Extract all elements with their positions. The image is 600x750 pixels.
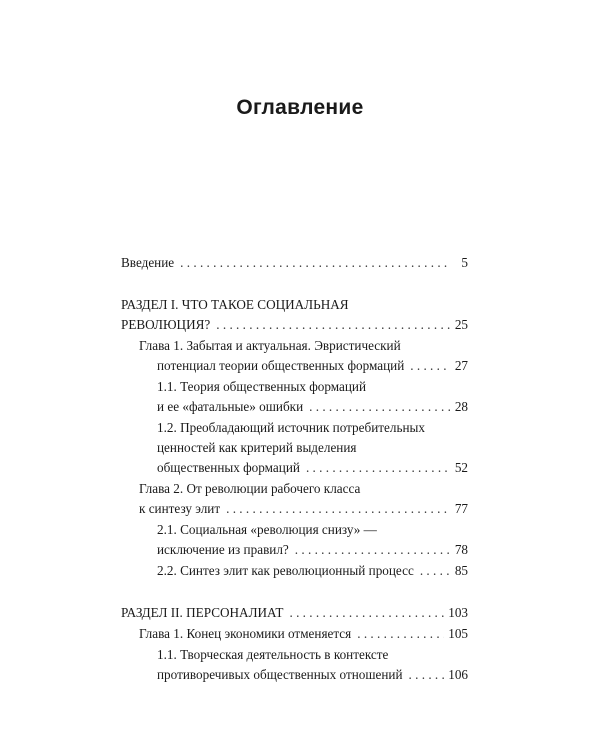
toc-entry-text: РАЗДЕЛ II. ПЕРСОНАЛИАТ [121,605,284,620]
toc-entry-text: исключение из правил? [157,542,289,557]
toc-entry-section-1[interactable] [121,295,468,335]
dot-leader [306,458,450,478]
page-title: Оглавление [236,96,364,119]
toc-entry-text: 1.1. Теория общественных формаций [157,379,367,394]
toc-page-number: 52 [454,460,468,475]
toc-entry-text: потенциал теории общественных формаций [157,358,405,373]
dot-leader [420,561,450,581]
dot-leader [295,540,450,560]
table-of-contents [121,250,468,685]
toc-page-number: 105 [448,626,468,641]
toc-entry-text: РАЗДЕЛ I. ЧТО ТАКОЕ СОЦИАЛЬНАЯ [121,297,349,312]
toc-entry-text: и ее «фатальные» ошибки [157,399,304,414]
toc-entry-text: 1.2. Преобладающий источник потребительных [157,420,425,435]
dot-leader [289,603,444,623]
toc-entry-text: Глава 2. От революции рабочего класса [139,481,361,496]
toc-page-number: 77 [454,501,468,516]
toc-entry-chapter-1-2[interactable] [121,479,468,519]
toc-entry-text: к синтезу элит [139,501,221,516]
dot-leader [357,624,444,644]
toc-page-number: 85 [454,563,468,578]
toc-entry-subsection-1-1[interactable] [121,377,468,417]
toc-page-number: 27 [454,358,468,373]
dot-leader [410,356,450,376]
dot-leader [216,315,450,335]
toc-page-number: 103 [448,605,468,620]
toc-entry-text: 2.2. Синтез элит как революционный процесс [157,563,414,578]
dot-leader [309,397,450,417]
dot-leader [409,665,445,685]
toc-entry-chapter-2-1[interactable] [121,624,468,644]
toc-entry-chapter-1-1[interactable] [121,336,468,376]
toc-entry-text: Глава 1. Забытая и актуальная. Эвристический [139,338,401,353]
toc-entry-text: РЕВОЛЮЦИЯ? [121,317,211,332]
toc-entry-text: противоречивых общественных отношений [157,667,403,682]
dot-leader [180,253,450,273]
toc-entry-text: 1.1. Творческая деятельность в контексте [157,647,389,662]
toc-entry-text: Глава 1. Конец экономики отменяется [139,626,352,641]
toc-entry-text: Введение [121,255,175,270]
toc-page-number: 78 [454,542,468,557]
toc-entry-introduction[interactable] [121,253,468,273]
toc-entry-text: ценностей как критерий выделения [157,440,357,455]
toc-entry-subsection-1-2[interactable] [121,418,468,478]
toc-page-number: 5 [461,255,468,270]
toc-page-number: 28 [454,399,468,414]
toc-page-number: 106 [448,667,468,682]
toc-entry-subsection-2-1-1[interactable] [121,645,468,685]
toc-entry-text: общественных формаций [157,460,300,475]
toc-entry-subsection-2-2[interactable] [121,561,468,581]
toc-page-number: 25 [454,317,468,332]
toc-entry-section-2[interactable] [121,603,468,623]
dot-leader [226,499,450,519]
toc-entry-subsection-2-1[interactable] [121,520,468,560]
toc-entry-text: 2.1. Социальная «революция снизу» — [157,522,377,537]
